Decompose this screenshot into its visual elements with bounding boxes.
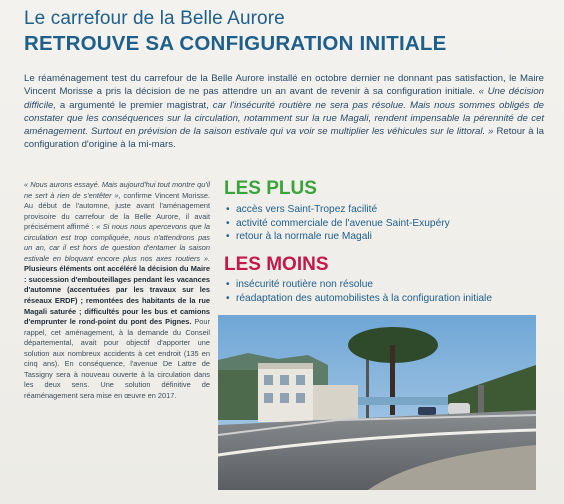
- bullet-icon: •: [226, 204, 230, 215]
- plus-item-text: retour à la normale rue Magali: [236, 231, 372, 243]
- moins-item-text: insécurité routière non résolue: [236, 279, 374, 290]
- lead-text-3: Retour à la configuration d'origine à la mi-mars.: [24, 126, 544, 151]
- plus-item: [226, 230, 450, 244]
- body-text-2: Pour rappel, cet aménagement, à la demande du Conseil départemental, avait pour objectif d'apporter une solution aux nombreux accidents à cet endroit (135 en cinq ans). En conséquence, l'avenue De Lattre de Tassigny sera à nouveau ouverte à la circulation dans les deux sens. Une solution définitive de réaménagement sera mise en œuvre en 2017.: [24, 317, 210, 400]
- crossroads-photo-illustration: [218, 315, 536, 490]
- plus-item-text: activité commerciale de l'avenue Saint-Exupéry: [236, 217, 450, 229]
- lead-text-1: Le réaménagement test du carrefour de la Belle Aurore installé en octobre dernier ne donnant pas satisfaction, le Maire Vincent Morisse a pris la décision de ne pas attendre un an avant de revenir à sa configuration initiale.: [24, 73, 544, 98]
- moins-item: [226, 292, 492, 306]
- body-quote-2: « Si nous nous apercevons que la circulation est trop compliquée, nous n'attendrons pas un an, car il est hors de question d'entamer la saison estivale en bloquant encore plus nos axes routiers ».: [24, 222, 210, 263]
- bullet-icon: •: [226, 292, 230, 304]
- parked-car: [448, 403, 470, 415]
- body-quote-1: « Nous aurons essayé. Mais aujourd'hui tout montre qu'il ne sert à rien de s'entêter »,: [24, 180, 210, 200]
- crossroads-photo: [218, 315, 536, 490]
- plus-list: [226, 203, 450, 244]
- car: [418, 407, 436, 415]
- lead-text-2: a argumenté le premier magistrat,: [59, 99, 213, 111]
- body-column: [24, 180, 210, 401]
- plus-item: [226, 203, 450, 217]
- bullet-icon: •: [226, 231, 230, 243]
- plus-item: [226, 217, 450, 231]
- plus-item-text: accès vers Saint-Tropez facilité: [236, 204, 378, 215]
- trees-left: [218, 370, 258, 420]
- shop: [313, 385, 358, 420]
- lead-quote-2: car l'insécurité routière ne sera pas résolue. Mais nous sommes obligés de constater que les conséquences sur la circulation, notamment sur la rue Magali, rendent impensable la pérennité de cet aménagement. Surtout en prévision de la saison estivale qui va voir se multiplier les véhicules sur le littoral. »: [24, 99, 545, 138]
- sea: [358, 397, 448, 405]
- article-pretitle: Le carrefour de la Belle Aurore: [24, 8, 285, 29]
- moins-item-text: réadaptation des automobilistes à la configuration initiale: [236, 292, 492, 304]
- bullet-icon: •: [226, 279, 230, 290]
- body-bold-text: Plusieurs éléments ont accéléré la décision du Maire : succession d'embouteillages pendant les vacances d'automne (accentuées par les travaux sur les réseaux ERDF) ; remontées des habitants de la rue Magali saturée ; difficultés pour les bus et camions d'emprunter le rond-point du pont des Pignes.: [24, 264, 210, 327]
- lead-paragraph: [24, 72, 544, 152]
- body-text-1: confirme Vincent Morisse. Au début de l'automne, juste avant l'aménagement provisoire du carrefour de la Belle Aurore, il avait précisément affirmé :: [24, 190, 210, 232]
- bullet-icon: •: [226, 217, 230, 229]
- lead-quote-1: « Une décision difficile,: [24, 86, 544, 111]
- moins-list: [226, 278, 492, 305]
- moins-heading: LES MOINS: [224, 254, 329, 275]
- moins-item: [226, 278, 492, 292]
- article-title: RETROUVE SA CONFIGURATION INITIALE: [24, 32, 447, 55]
- plus-heading: LES PLUS: [224, 178, 317, 199]
